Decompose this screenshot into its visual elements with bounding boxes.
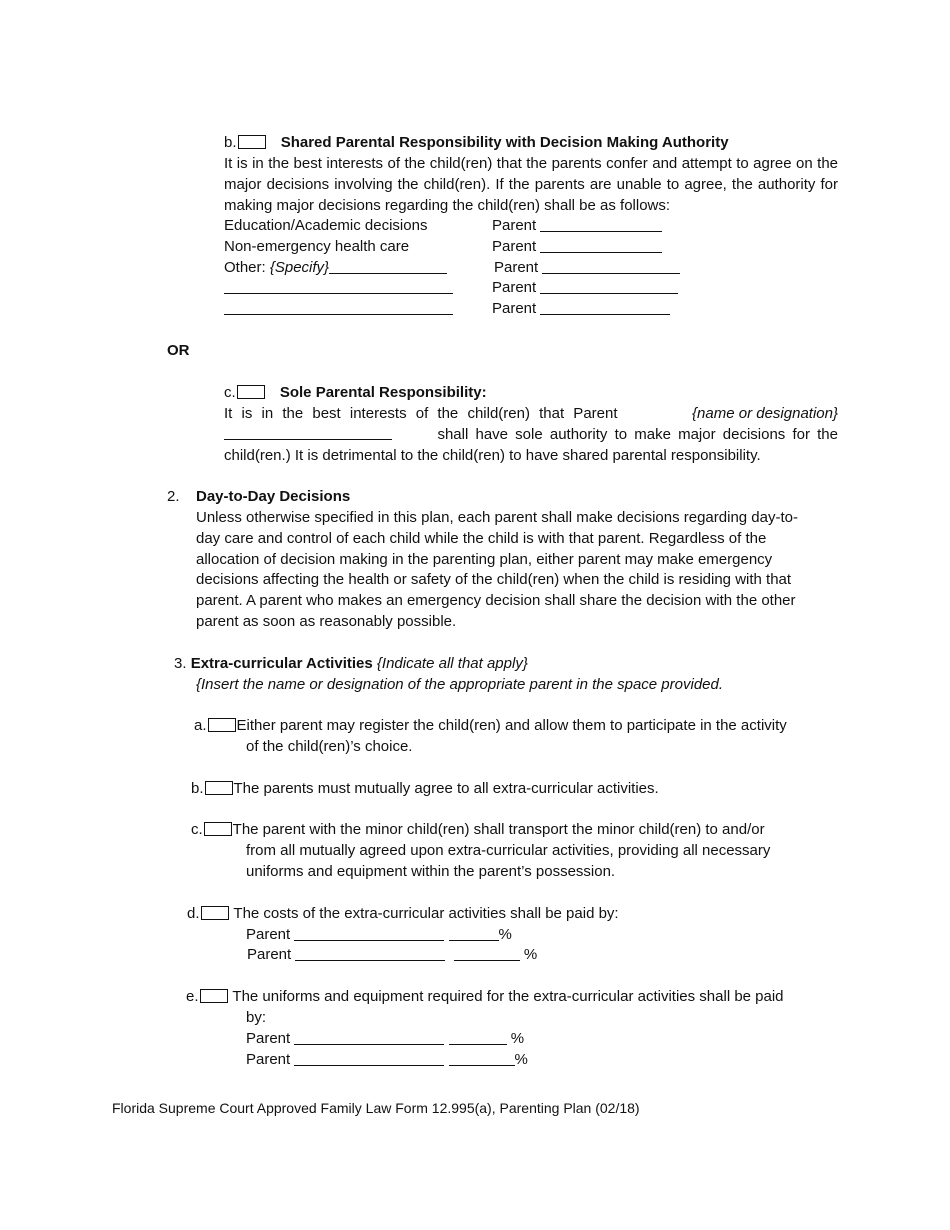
section-c-letter: c. bbox=[224, 384, 236, 401]
section-b-checkbox[interactable] bbox=[238, 135, 266, 149]
section-b-body: It is in the best interests of the child(ren) that the parents confer and attempt to agree on the major decisions involving the child(ren). If the parents are unable to agree, the authority for making major decisions regarding the child(ren) shall be as follows: bbox=[224, 155, 838, 214]
section-2-heading bbox=[167, 487, 351, 508]
section-2-line-6: parent as soon as reasonably possible. bbox=[196, 613, 457, 630]
section-3-note: {Indicate all that apply} bbox=[376, 655, 528, 672]
item-e-parent-1: Parent % bbox=[246, 1030, 525, 1047]
item-c: c. The parent with the minor child(ren) shall transport the minor child(ren) to and/or bbox=[191, 821, 765, 838]
percent-field[interactable] bbox=[454, 946, 520, 961]
section-3-number: 3. bbox=[174, 655, 187, 672]
item-e-checkbox[interactable] bbox=[200, 989, 228, 1003]
section-c-body-line-2: shall have sole authority to make major decisions for the bbox=[224, 425, 838, 446]
item-a-line-2: of the child(ren)’s choice. bbox=[246, 738, 413, 755]
section-2-line-5: parent. A parent who makes an emergency decision shall share the decision with the other bbox=[196, 592, 796, 609]
section-b-row-1-label: Education/Academic decisions bbox=[224, 217, 428, 234]
item-d: d. The costs of the extra-curricular activities shall be paid by: bbox=[187, 905, 619, 922]
parent-name-field[interactable] bbox=[295, 946, 445, 961]
section-b-letter: b. bbox=[224, 134, 237, 151]
item-d-checkbox[interactable] bbox=[201, 906, 229, 920]
item-a-checkbox[interactable] bbox=[208, 718, 236, 732]
sole-parent-name-field[interactable] bbox=[224, 425, 392, 440]
decision-parent-field[interactable] bbox=[540, 238, 662, 253]
item-b: b. The parents must mutually agree to all extra-curricular activities. bbox=[191, 780, 659, 797]
decision-parent-field[interactable] bbox=[542, 259, 680, 274]
percent-field[interactable] bbox=[449, 1030, 507, 1045]
decision-parent-field[interactable] bbox=[540, 300, 670, 315]
section-c-heading bbox=[224, 383, 487, 404]
parent-name-field[interactable] bbox=[294, 926, 444, 941]
decision-parent-field[interactable] bbox=[540, 279, 678, 294]
section-2-line-2: day care and control of each child while the child is with that parent. Regardless of the bbox=[196, 530, 767, 547]
section-3-heading bbox=[174, 654, 528, 675]
item-d-parent-2: Parent % bbox=[247, 946, 538, 963]
percent-field[interactable] bbox=[449, 1051, 515, 1066]
decision-parent-field[interactable] bbox=[540, 217, 662, 232]
section-b-row-5-label bbox=[224, 299, 453, 320]
parent-name-field[interactable] bbox=[294, 1030, 444, 1045]
section-2-title: Day-to-Day Decisions bbox=[196, 488, 351, 505]
item-a: a. Either parent may register the child(ren) and allow them to participate in the activity bbox=[194, 717, 787, 734]
percent-field[interactable] bbox=[449, 926, 499, 941]
other-specify-field[interactable] bbox=[329, 259, 447, 274]
section-b-row-4-label bbox=[224, 278, 453, 299]
item-c-checkbox[interactable] bbox=[204, 822, 232, 836]
section-b-row-5-parent: Parent bbox=[492, 299, 670, 320]
item-e-parent-2: Parent % bbox=[246, 1051, 528, 1068]
other-decision-field[interactable] bbox=[224, 300, 453, 315]
section-c-title: Sole Parental Responsibility: bbox=[279, 384, 487, 401]
item-c-line-2: from all mutually agreed upon extra-curricular activities, providing all necessary bbox=[246, 842, 771, 859]
item-e-line-2: by: bbox=[246, 1009, 267, 1026]
section-c-body-line-1: It is in the best interests of the child(ren) that Parent {name or designation} bbox=[224, 405, 838, 422]
item-d-parent-1: Parent % bbox=[246, 926, 512, 943]
item-c-line-3: uniforms and equipment within the parent’s possession. bbox=[246, 863, 616, 880]
other-decision-field[interactable] bbox=[224, 279, 453, 294]
section-2-line-4: decisions affecting the health or safety of the child(ren) when the child is residing with that bbox=[196, 571, 792, 588]
section-c-body-line-3: child(ren.) It is detrimental to the child(ren) to have shared parental responsibility. bbox=[224, 447, 761, 464]
section-2-number: 2. bbox=[167, 488, 180, 505]
section-b-row-4-parent: Parent bbox=[492, 278, 678, 299]
or-label: OR bbox=[167, 342, 190, 359]
section-3-instruction: {Insert the name or designation of the appropriate parent in the space provided. bbox=[196, 676, 724, 693]
section-b-row-3-parent: Parent bbox=[494, 258, 680, 279]
page-footer: Florida Supreme Court Approved Family Law Form 12.995(a), Parenting Plan (02/18) bbox=[112, 1100, 640, 1116]
item-e: e. The uniforms and equipment required for the extra-curricular activities shall be paid bbox=[186, 988, 784, 1005]
section-3-title: Extra-curricular Activities bbox=[190, 655, 373, 672]
section-b-row-2-parent: Parent bbox=[492, 237, 662, 258]
section-b-row-1-parent: Parent bbox=[492, 216, 662, 237]
section-b-heading bbox=[224, 133, 729, 154]
section-b-title: Shared Parental Responsibility with Decision Making Authority bbox=[280, 134, 729, 151]
item-b-checkbox[interactable] bbox=[205, 781, 233, 795]
section-2-line-3: allocation of decision making in the parenting plan, either parent may make emergency bbox=[196, 551, 773, 568]
section-b-row-3-label: Other: {Specify} bbox=[224, 258, 447, 279]
section-b-row-2-label: Non-emergency health care bbox=[224, 238, 410, 255]
section-c-checkbox[interactable] bbox=[237, 385, 265, 399]
parent-name-field[interactable] bbox=[294, 1051, 444, 1066]
section-2-line-1: Unless otherwise specified in this plan, each parent shall make decisions regarding day-to- bbox=[196, 509, 798, 526]
